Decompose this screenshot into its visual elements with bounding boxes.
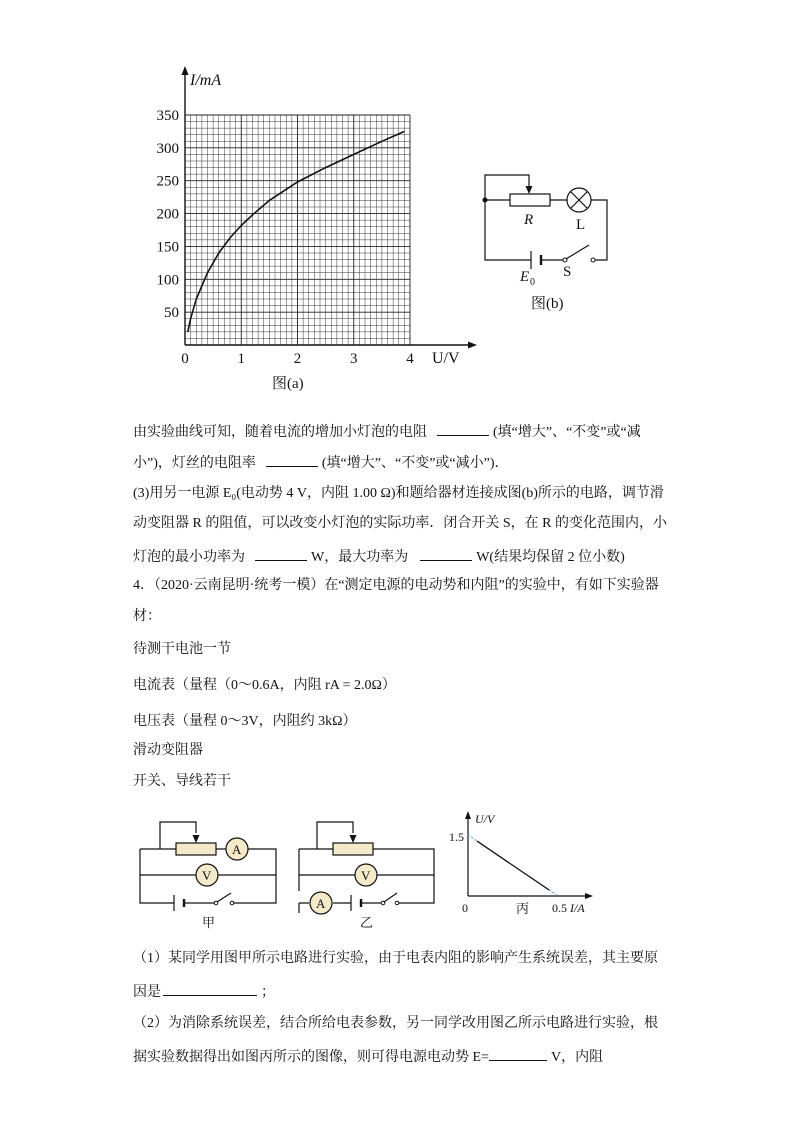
sub2-line2: 据实验数据得出如图丙所示的图像，则可得电源电动势 E= V，内阻 — [133, 1045, 603, 1068]
sub2-line1: （2）为消除系统误差，结合所给电表参数，另一同学改用图乙所示电路进行实验，根 — [133, 1016, 658, 1031]
q4-item4: 滑动变阻器 — [133, 743, 203, 758]
q4-item3: 电压表（量程 0～3V，内阻约 3kΩ） — [133, 714, 357, 729]
x-axis-label: I/A — [570, 901, 585, 915]
slider-arrow — [193, 835, 200, 843]
extrapolation-dash — [468, 835, 477, 841]
rheostat — [333, 843, 373, 855]
label-L: L — [576, 217, 586, 233]
figure-b-circuit — [475, 165, 625, 315]
q3-line5: 灯泡的最小功率为 W，最大功率为 W(结果均保留 2 位小数) — [133, 545, 625, 568]
q4-line2: 材： — [133, 609, 161, 624]
x-tick-label: 0.5 — [552, 901, 567, 915]
voltmeter-label: V — [202, 868, 212, 883]
sub1-line1: （1）某同学用图甲所示电路进行实验，由于电表内阻的影响产生系统误差，其主要原 — [133, 951, 658, 966]
junction-dot — [483, 198, 488, 203]
q4-item5: 开关、导线若干 — [133, 774, 231, 789]
switch-contact — [230, 901, 234, 905]
x-tick-label: 3 — [350, 351, 358, 367]
slider-arrow — [350, 835, 357, 843]
y-tick-label: 350 — [156, 108, 179, 124]
voltmeter-label: V — [361, 868, 371, 883]
chart-grid — [185, 115, 410, 345]
graph-bing-caption: 丙 — [516, 901, 530, 916]
wire — [591, 200, 607, 260]
y-tick-label: 150 — [156, 239, 179, 256]
ammeter-label: A — [316, 896, 326, 911]
switch-blade — [217, 893, 231, 902]
switch-blade — [384, 893, 397, 902]
rheostat — [176, 843, 216, 855]
switch-blade — [566, 245, 589, 259]
extrapolation-dash — [549, 890, 558, 896]
y-tick-labels — [157, 108, 180, 321]
y-axis-arrow — [465, 811, 471, 819]
y-tick-label: 300 — [156, 140, 179, 157]
y-tick-label: 1.5 — [449, 830, 464, 844]
label-S: S — [563, 264, 572, 280]
x-axis-label: U/V — [432, 350, 460, 367]
y-axis-label: I/mA — [190, 72, 222, 89]
y-tick-label: 200 — [156, 206, 179, 223]
q3-line1: 由实验曲线可知，随着电流的增加小灯泡的电阻 (填“增大”、“不变”或“减 — [133, 420, 641, 443]
q3-line3: (3)用另一电源 E₀(电动势 4 V，内阻 1.00 Ω)和题给器材连接成图(b)所示的电路，调节滑 — [133, 486, 664, 501]
figure-a-chart — [140, 60, 480, 400]
x-tick-labels — [181, 351, 414, 367]
circuit-jia — [134, 815, 284, 915]
y-axis-label: U/V — [475, 812, 495, 826]
x-axis-arrow — [585, 893, 593, 899]
sub1-line2: 因是 ； — [133, 980, 275, 1003]
circuit-jia-caption: 甲 — [202, 915, 216, 930]
slider-arrow — [526, 186, 533, 194]
circuit-yi — [293, 815, 443, 915]
answer-blank[interactable] — [437, 420, 489, 436]
rheostat-R — [510, 194, 550, 206]
answer-blank[interactable] — [255, 545, 307, 561]
y-tick-label: 100 — [156, 272, 179, 289]
label-R: R — [524, 212, 534, 228]
figure-b-caption: 图(b) — [531, 296, 564, 312]
circuit-yi-caption: 乙 — [360, 915, 374, 930]
label-E-sub: 0 — [530, 277, 535, 288]
switch-contact — [395, 901, 399, 905]
q4-item2: 电流表（量程（0～0.6A，内阻 rA = 2.0Ω） — [133, 678, 396, 693]
answer-blank[interactable] — [489, 1045, 547, 1061]
y-axis-arrow — [182, 66, 189, 75]
label-E: E — [520, 269, 530, 285]
wire — [485, 200, 534, 260]
q3-line2: 小”)，灯丝的电阻率 (填“增大”、“不变”或“减小”)． — [133, 451, 509, 474]
y-tick-label: 50 — [164, 305, 179, 322]
q4-line1: 4．（2020·云南昆明·统考一模）在“测定电源的电动势和内阻”的实验中，有如下实验器 — [133, 578, 659, 593]
ammeter-label: A — [232, 842, 242, 857]
answer-blank[interactable] — [420, 545, 472, 561]
ui-line — [477, 841, 549, 890]
y-tick-label: 250 — [156, 173, 179, 190]
answer-blank[interactable] — [266, 451, 318, 467]
x-axis-arrow — [468, 342, 477, 349]
answer-blank[interactable] — [163, 980, 257, 996]
x-tick-label: 4 — [406, 351, 414, 367]
q4-item1: 待测干电池一节 — [133, 642, 231, 657]
x-tick-label: 2 — [293, 351, 302, 367]
origin-label: 0 — [462, 901, 468, 915]
q3-line4: 动变阻器 R 的阻值，可以改变小灯泡的实际功率．闭合开关 S，在 R 的变化范围内，小 — [133, 516, 667, 531]
switch-contact — [591, 258, 595, 262]
x-tick-label: 1 — [237, 351, 245, 367]
iu-curve — [188, 131, 405, 332]
x-tick-label: 0 — [181, 351, 189, 367]
figure-a-caption: 图(a) — [272, 376, 304, 392]
